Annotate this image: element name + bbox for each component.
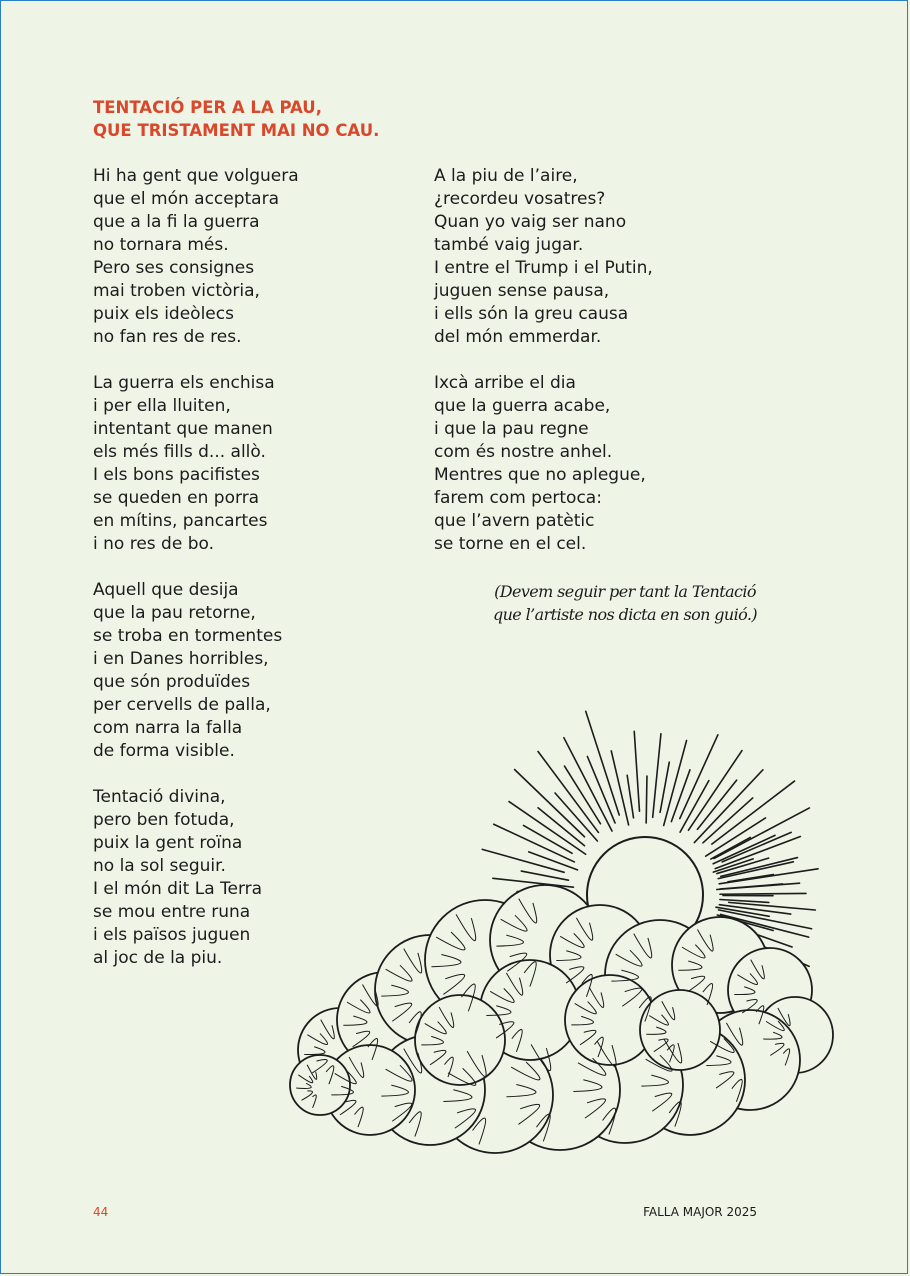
poem-line: I el món dit La Terra bbox=[93, 879, 263, 899]
poem-line: no tornara més. bbox=[93, 235, 229, 255]
poem-line: intentant que manen bbox=[93, 419, 273, 439]
poem-line: i no res de bo. bbox=[93, 534, 214, 554]
poem-line: i ells són la greu causa bbox=[434, 304, 629, 324]
poem-line: i per ella lluiten, bbox=[93, 396, 231, 416]
poem-line: Aquell que desija bbox=[93, 580, 239, 600]
poem-line: que són produïdes bbox=[93, 672, 251, 692]
poem-line: que la pau retorne, bbox=[93, 603, 256, 623]
poem-line: juguen sense pausa, bbox=[434, 281, 610, 301]
page-number: 44 bbox=[93, 1205, 109, 1219]
poem-line: i els països juguen bbox=[93, 925, 251, 945]
poem-line: al joc de la piu. bbox=[93, 948, 223, 968]
poem-line: Quan yo vaig ser nano bbox=[434, 212, 627, 232]
poem-stanza bbox=[93, 579, 299, 763]
poem-line: se troba en tormentes bbox=[93, 626, 283, 646]
poem-line: Mentres que no aplegue, bbox=[434, 465, 646, 485]
poem-line: que a la fi la guerra bbox=[93, 212, 260, 232]
poem-stanza bbox=[434, 372, 653, 556]
poem-closing-note bbox=[470, 580, 780, 626]
poem-line: se mou entre runa bbox=[93, 902, 251, 922]
poem-line: del món emmerdar. bbox=[434, 327, 602, 347]
poem-line: Hi ha gent que volguera bbox=[93, 166, 299, 186]
poem-line: i que la pau regne bbox=[434, 419, 589, 439]
note-line: (Devem seguir per tant la Tentació bbox=[494, 582, 756, 601]
poem-left-column bbox=[93, 165, 299, 993]
poem-line: Ixcà arribe el dia bbox=[434, 373, 576, 393]
poem-stanza bbox=[93, 786, 299, 970]
poem-title-line: TENTACIÓ PER A LA PAU, bbox=[93, 98, 322, 117]
poem-line: La guerra els enchisa bbox=[93, 373, 275, 393]
poem-line: Pero ses consignes bbox=[93, 258, 255, 278]
publication-name: FALLA MAJOR 2025 bbox=[643, 1205, 757, 1219]
poem-line: ¿recordeu vosatres? bbox=[434, 189, 606, 209]
poem-line: se queden en porra bbox=[93, 488, 260, 508]
poem-line: no la sol seguir. bbox=[93, 856, 226, 876]
poem-line: de forma visible. bbox=[93, 741, 235, 761]
poem-stanza bbox=[93, 165, 299, 349]
poem-line: puix els ideòlecs bbox=[93, 304, 234, 324]
poem-line: també vaig jugar. bbox=[434, 235, 584, 255]
poem-line: que l’avern patètic bbox=[434, 511, 595, 531]
poem-line: pero ben fotuda, bbox=[93, 810, 235, 830]
poem-stanza bbox=[93, 372, 299, 556]
poem-title-line: QUE TRISTAMENT MAI NO CAU. bbox=[93, 121, 380, 140]
poem-line: els més fills d... allò. bbox=[93, 442, 266, 462]
poem-line: com és nostre anhel. bbox=[434, 442, 613, 462]
note-line: que l’artiste nos dicta en son guió.) bbox=[492, 605, 758, 624]
poem-line: no fan res de res. bbox=[93, 327, 242, 347]
poem-line: per cervells de palla, bbox=[93, 695, 271, 715]
poem-line: que el món acceptara bbox=[93, 189, 280, 209]
poem-line: i en Danes horribles, bbox=[93, 649, 269, 669]
poem-line: com narra la falla bbox=[93, 718, 243, 738]
poem-line: I els bons pacifistes bbox=[93, 465, 260, 485]
poem-line: en mítins, pancartes bbox=[93, 511, 268, 531]
poem-stanza bbox=[434, 165, 653, 349]
poem-right-column bbox=[434, 165, 653, 579]
poem-line: mai troben victòria, bbox=[93, 281, 260, 301]
sun-over-clouds-icon bbox=[280, 690, 840, 1190]
poem-line: puix la gent roïna bbox=[93, 833, 243, 853]
poem-title bbox=[93, 96, 379, 142]
poem-line: I entre el Trump i el Putin, bbox=[434, 258, 653, 278]
poem-line: se torne en el cel. bbox=[434, 534, 587, 554]
poem-line: que la guerra acabe, bbox=[434, 396, 611, 416]
poem-line: Tentació divina, bbox=[93, 787, 226, 807]
poem-line: A la piu de l’aire, bbox=[434, 166, 578, 186]
poem-line: farem com pertoca: bbox=[434, 488, 602, 508]
